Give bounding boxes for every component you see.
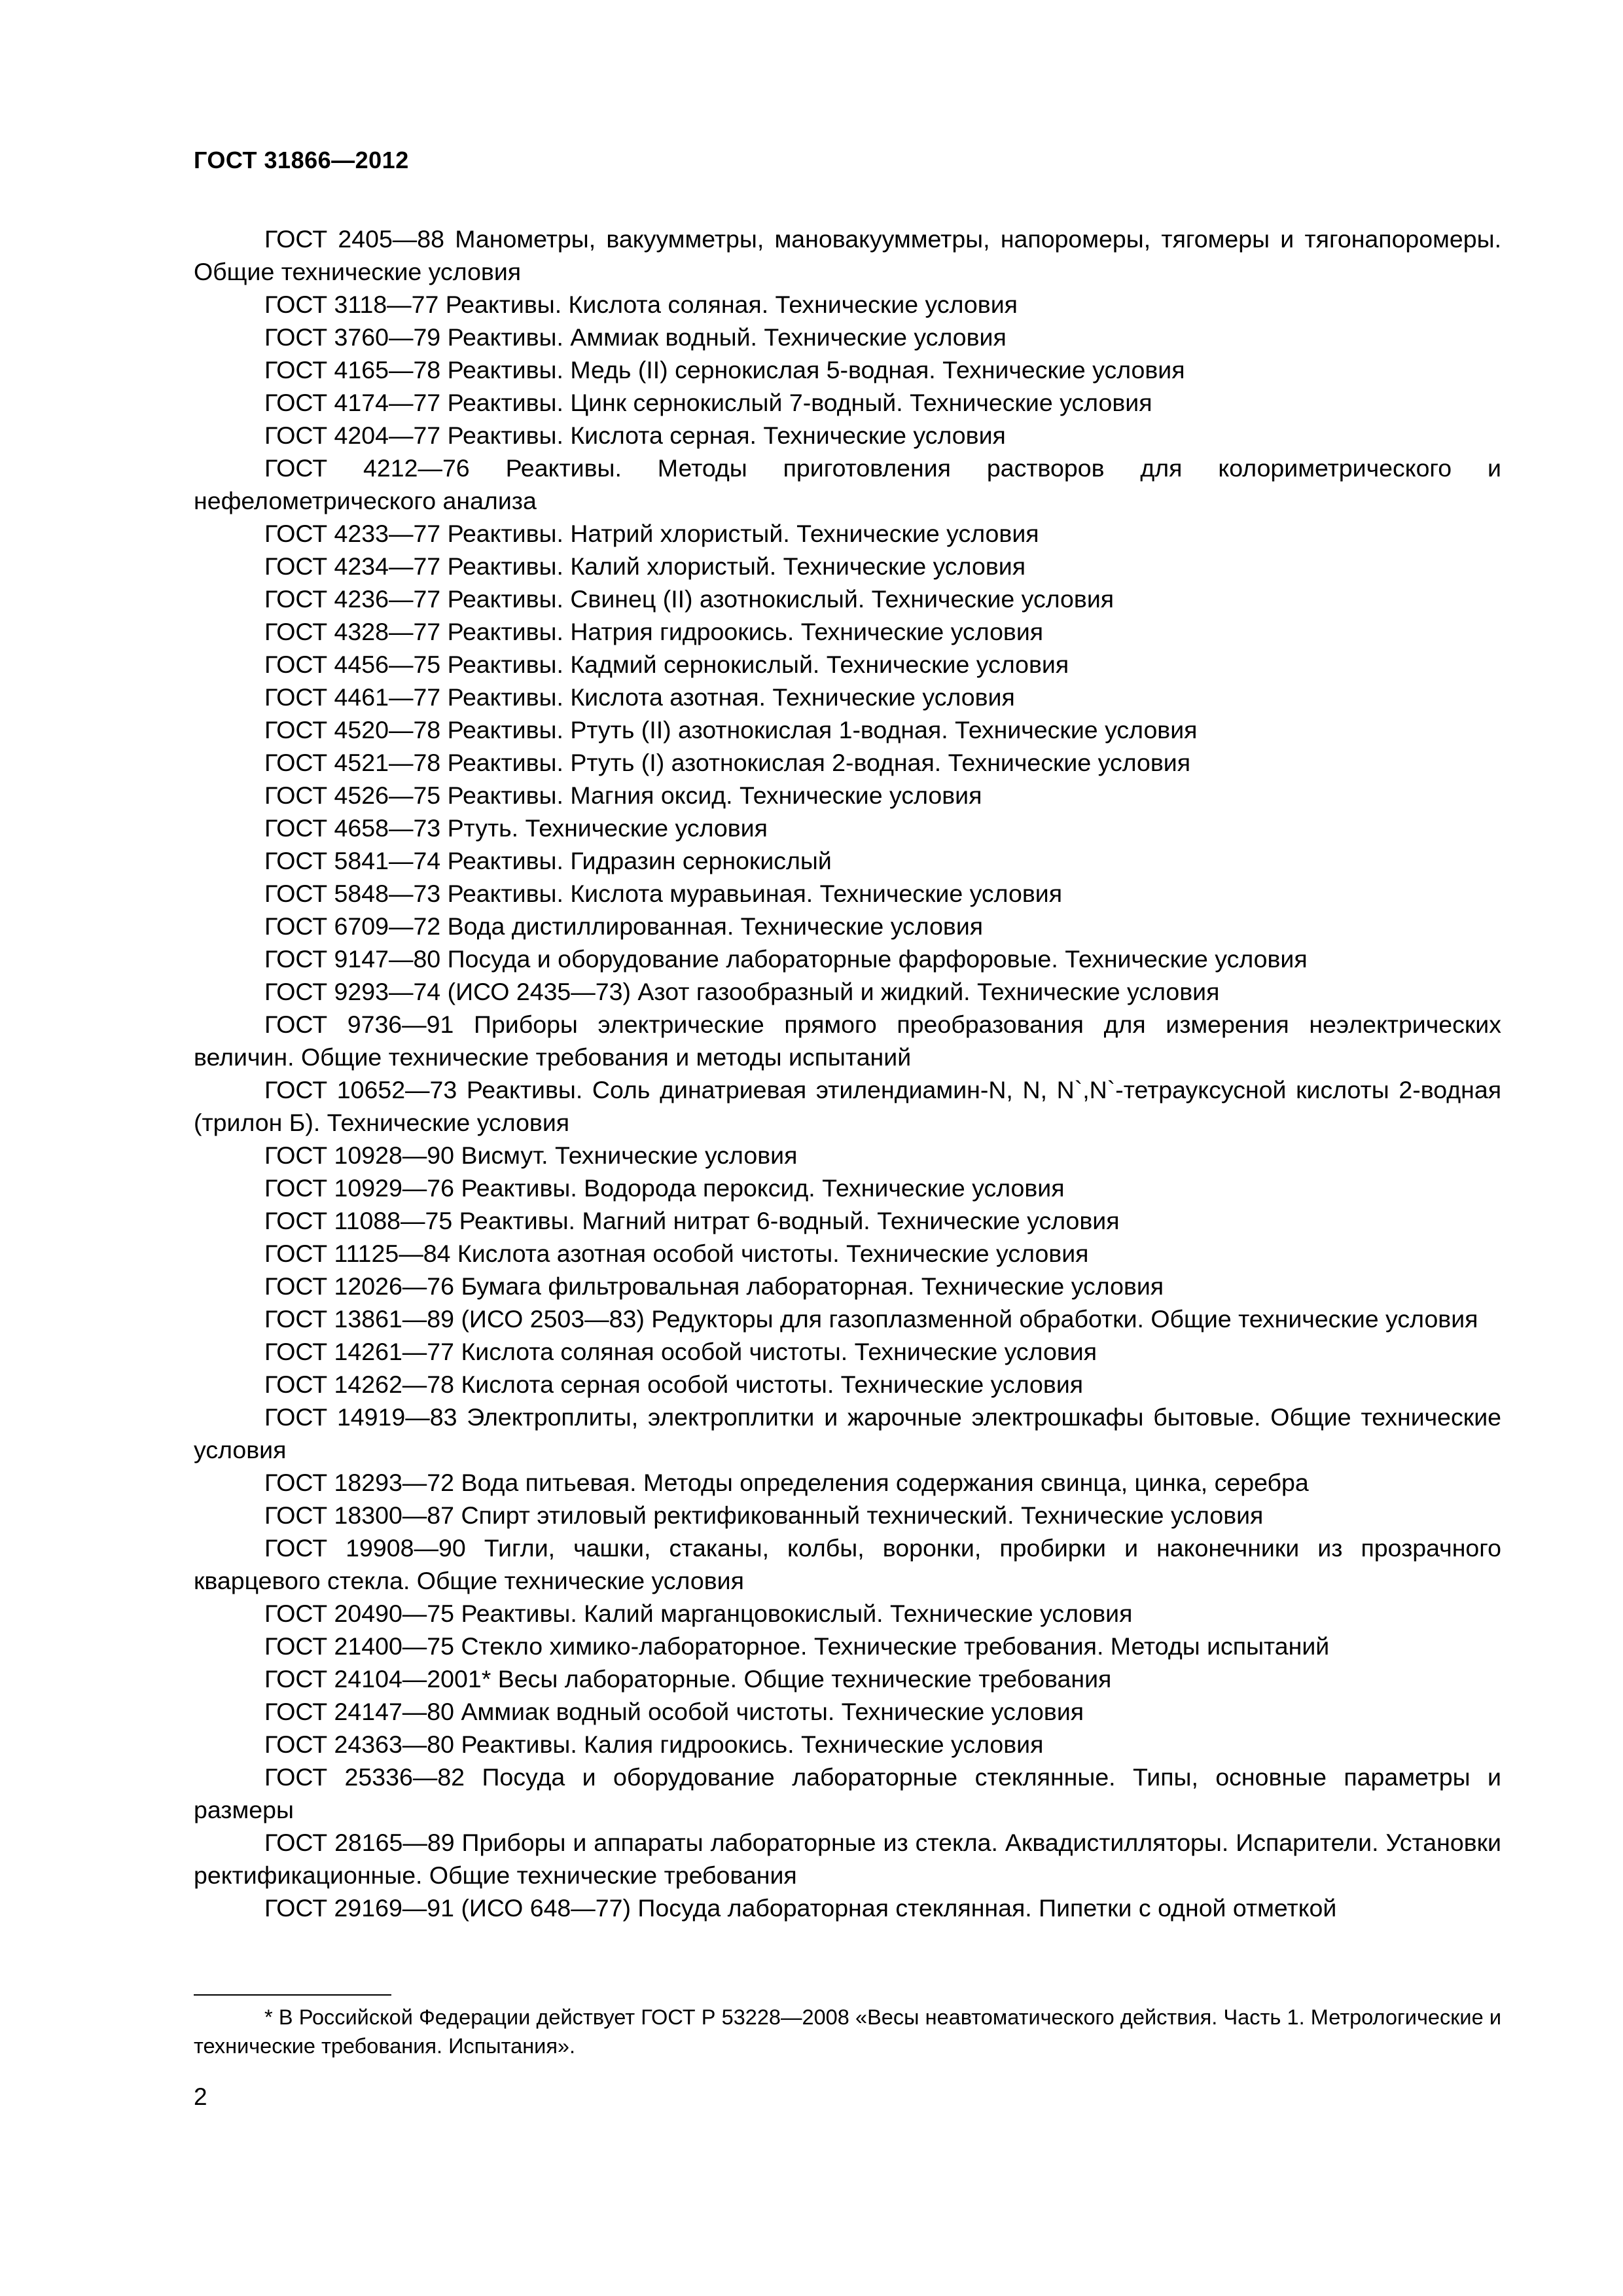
references-list — [194, 223, 1501, 1924]
reference-entry: ГОСТ 14262—78 Кислота серная особой чистоты. Технические условия — [264, 1371, 1084, 1398]
reference-entry: ГОСТ 14919—83 Электроплиты, электроплитки и жарочные электрошкафы бытовые. Общие технические условия — [194, 1403, 1501, 1463]
reference-entry: ГОСТ 13861—89 (ИСО 2503—83) Редукторы для газоплазменной обработки. Общие технические условия — [264, 1305, 1478, 1333]
reference-entry: ГОСТ 4233—77 Реактивы. Натрий хлористый. Технические условия — [264, 520, 1039, 547]
reference-entry: ГОСТ 4212—76 Реактивы. Методы приготовления растворов для колориметрического и нефелометрического анализа — [194, 454, 1501, 514]
page-number: 2 — [194, 2083, 207, 2110]
reference-entry: ГОСТ 28165—89 Приборы и аппараты лабораторные из стекла. Аквадистилляторы. Испарители. Установки ректификационные. Общие технические требования — [194, 1829, 1501, 1889]
reference-entry: ГОСТ 4165—78 Реактивы. Медь (II) сернокислая 5-водная. Технические условия — [264, 356, 1185, 384]
reference-entry: ГОСТ 5848—73 Реактивы. Кислота муравьиная. Технические условия — [264, 880, 1063, 907]
reference-entry: ГОСТ 21400—75 Стекло химико-лабораторное. Технические требования. Методы испытаний — [264, 1632, 1330, 1660]
reference-entry: ГОСТ 10929—76 Реактивы. Водорода пероксид. Технические условия — [264, 1174, 1065, 1202]
reference-entry: ГОСТ 11125—84 Кислота азотная особой чистоты. Технические условия — [264, 1240, 1089, 1267]
reference-entry: ГОСТ 3118—77 Реактивы. Кислота соляная. Технические условия — [264, 291, 1018, 318]
reference-entry: ГОСТ 24363—80 Реактивы. Калия гидроокись. Технические условия — [264, 1731, 1044, 1758]
reference-entry: ГОСТ 4236—77 Реактивы. Свинец (II) азотнокислый. Технические условия — [264, 585, 1115, 613]
reference-entry: ГОСТ 5841—74 Реактивы. Гидразин сернокислый — [264, 847, 832, 874]
reference-entry: ГОСТ 20490—75 Реактивы. Калий марганцовокислый. Технические условия — [264, 1600, 1133, 1627]
reference-entry: ГОСТ 14261—77 Кислота соляная особой чистоты. Технические условия — [264, 1338, 1097, 1365]
reference-entry: ГОСТ 19908—90 Тигли, чашки, стаканы, колбы, воронки, пробирки и наконечники из прозрачного кварцевого стекла. Общие технические условия — [194, 1534, 1501, 1594]
reference-entry: ГОСТ 4658—73 Ртуть. Технические условия — [264, 814, 768, 842]
reference-entry: ГОСТ 9293—74 (ИСО 2435—73) Азот газообразный и жидкий. Технические условия — [264, 978, 1220, 1005]
reference-entry: ГОСТ 10928—90 Висмут. Технические условия — [264, 1141, 798, 1169]
reference-entry: ГОСТ 4234—77 Реактивы. Калий хлористый. Технические условия — [264, 552, 1026, 580]
reference-entry: ГОСТ 12026—76 Бумага фильтровальная лабораторная. Технические условия — [264, 1272, 1164, 1300]
reference-entry: ГОСТ 9147—80 Посуда и оборудование лабораторные фарфоровые. Технические условия — [264, 945, 1308, 973]
reference-entry: ГОСТ 25336—82 Посуда и оборудование лабораторные стеклянные. Типы, основные параметры и размеры — [194, 1763, 1501, 1823]
reference-entry: ГОСТ 4174—77 Реактивы. Цинк сернокислый 7-водный. Технические условия — [264, 389, 1152, 416]
reference-entry: ГОСТ 24104—2001* Весы лабораторные. Общие технические требования — [264, 1665, 1112, 1693]
reference-entry: ГОСТ 10652—73 Реактивы. Соль динатриевая этилендиамин-N, N, N`,N`-тетрауксусной кислоты 2-водная (трилон Б). Технические условия — [194, 1076, 1501, 1136]
reference-entry: ГОСТ 2405—88 Манометры, вакуумметры, мановакуумметры, напоромеры, тягомеры и тягонапоромеры. Общие технические условия — [194, 225, 1501, 285]
reference-entry: ГОСТ 24147—80 Аммиак водный особой чистоты. Технические условия — [264, 1698, 1084, 1725]
reference-entry: ГОСТ 6709—72 Вода дистиллированная. Технические условия — [264, 912, 984, 940]
document-header: ГОСТ 31866—2012 — [194, 147, 409, 173]
reference-entry: ГОСТ 4521—78 Реактивы. Ртуть (I) азотнокислая 2-водная. Технические условия — [264, 749, 1191, 776]
reference-entry: ГОСТ 4328—77 Реактивы. Натрия гидроокись. Технические условия — [264, 618, 1044, 645]
reference-entry: ГОСТ 11088—75 Реактивы. Магний нитрат 6-водный. Технические условия — [264, 1207, 1120, 1234]
reference-entry: ГОСТ 4461—77 Реактивы. Кислота азотная. Технические условия — [264, 683, 1015, 711]
reference-entry: ГОСТ 4456—75 Реактивы. Кадмий сернокислый. Технические условия — [264, 651, 1069, 678]
reference-entry: ГОСТ 9736—91 Приборы электрические прямого преобразования для измерения неэлектрических величин. Общие технические требования и методы испытаний — [194, 1011, 1501, 1071]
reference-entry: ГОСТ 4520—78 Реактивы. Ртуть (II) азотнокислая 1-водная. Технические условия — [264, 716, 1198, 744]
reference-entry: ГОСТ 4526—75 Реактивы. Магния оксид. Технические условия — [264, 781, 982, 809]
reference-entry: ГОСТ 3760—79 Реактивы. Аммиак водный. Технические условия — [264, 323, 1007, 351]
reference-entry: ГОСТ 18293—72 Вода питьевая. Методы определения содержания свинца, цинка, серебра — [264, 1469, 1309, 1496]
footnote-divider — [194, 1994, 391, 1996]
footnote: * В Российской Федерации действует ГОСТ Р 53228—2008 «Весы неавтоматического действия. Часть 1. Метрологические и технические требования. Испытания». — [194, 2005, 1501, 2058]
reference-entry: ГОСТ 4204—77 Реактивы. Кислота серная. Технические условия — [264, 422, 1006, 449]
reference-entry: ГОСТ 29169—91 (ИСО 648—77) Посуда лабораторная стеклянная. Пипетки с одной отметкой — [264, 1894, 1337, 1922]
reference-entry: ГОСТ 18300—87 Спирт этиловый ректификованный технический. Технические условия — [264, 1501, 1264, 1529]
